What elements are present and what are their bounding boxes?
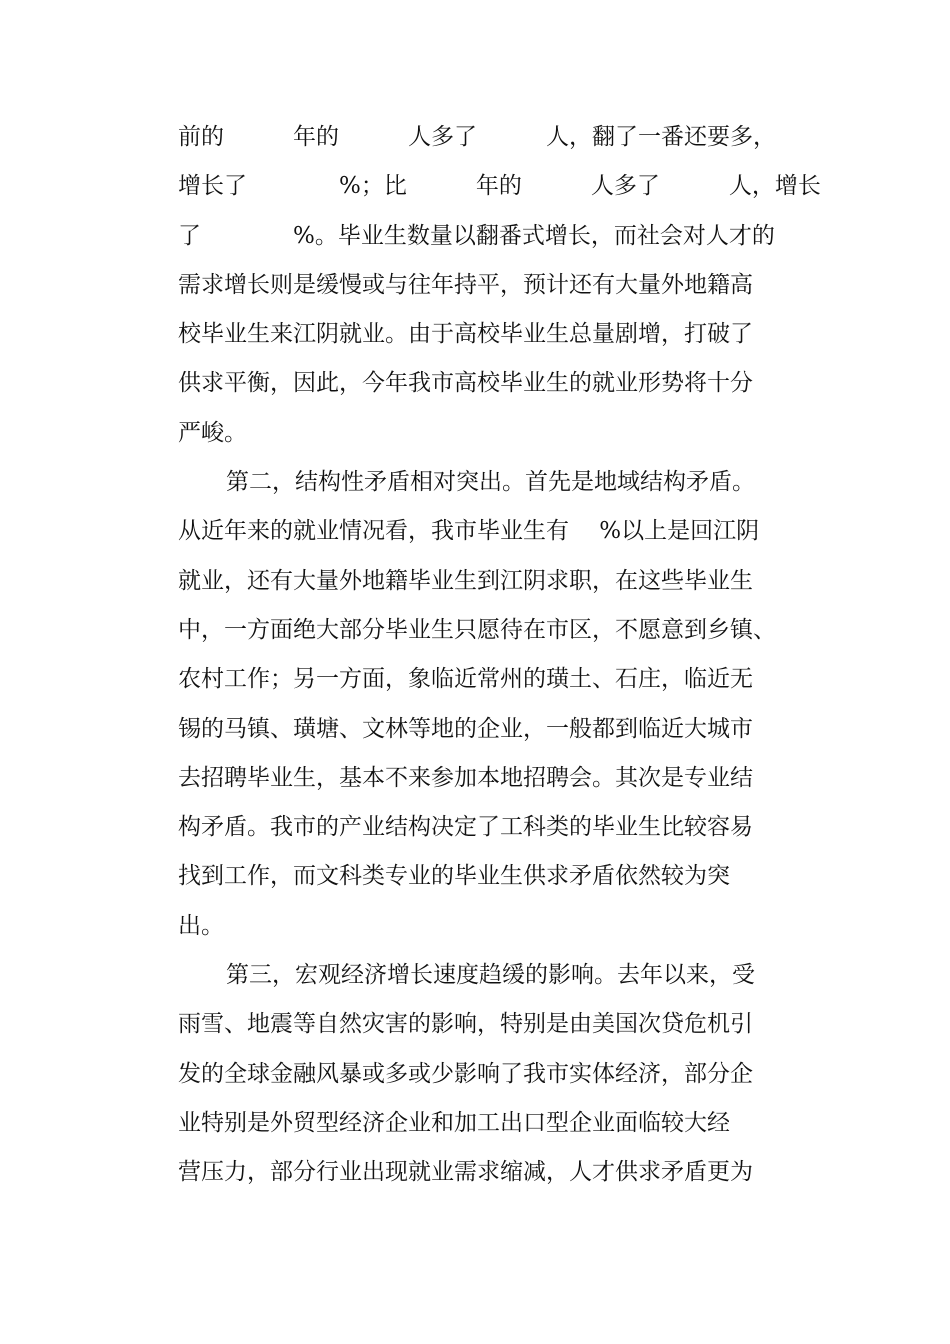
- paragraph-start-line: 第三，宏观经济增长速度趋缓的影响。去年以来，受: [226, 962, 755, 989]
- text-line: 就业，还有大量外地籍毕业生到江阴求职，在这些毕业生: [178, 567, 753, 594]
- text-line: 校毕业生来江阴就业。由于高校毕业生总量剧增，打破了: [178, 321, 753, 348]
- text-line: 严峻。: [178, 419, 247, 446]
- text-line: 中，一方面绝大部分毕业生只愿待在市区，不愿意到乡镇、: [178, 616, 776, 643]
- text-line: 构矛盾。我市的产业结构决定了工科类的毕业生比较容易: [178, 814, 753, 841]
- text-line: 业特别是外贸型经济企业和加工出口型企业面临较大经: [178, 1109, 730, 1136]
- text-line: 了 %。毕业生数量以翻番式增长，而社会对人才的: [178, 222, 775, 249]
- text-line: 农村工作；另一方面，象临近常州的璜土、石庄，临近无: [178, 666, 753, 693]
- text-line: 发的全球金融风暴或多或少影响了我市实体经济，部分企: [178, 1060, 753, 1087]
- text-line: 锡的马镇、璜塘、文林等地的企业，一般都到临近大城市: [178, 715, 753, 742]
- text-line: 需求增长则是缓慢或与往年持平，预计还有大量外地籍高: [178, 271, 753, 298]
- text-line: 出。: [178, 912, 224, 939]
- text-line: 从近年来的就业情况看，我市毕业生有 %以上是回江阴: [178, 518, 760, 545]
- text-line: 增长了 %；比 年的 人多了 人，增长: [178, 173, 821, 200]
- paragraph-start-line: 第二，结构性矛盾相对突出。首先是地域结构矛盾。: [226, 469, 755, 496]
- text-line: 前的 年的 人多了 人，翻了一番还要多，: [178, 124, 776, 150]
- text-line: 雨雪、地震等自然灾害的影响，特别是由美国次贷危机引: [178, 1011, 753, 1038]
- text-line: 营压力，部分行业出现就业需求缩减，人才供求矛盾更为: [178, 1159, 753, 1186]
- body-text: [178, 113, 821, 1198]
- text-line: 去招聘毕业生，基本不来参加本地招聘会。其次是专业结: [178, 764, 753, 791]
- text-line: 供求平衡，因此，今年我市高校毕业生的就业形势将十分: [178, 370, 753, 397]
- text-line: 找到工作，而文科类专业的毕业生供求矛盾依然较为突: [178, 863, 730, 890]
